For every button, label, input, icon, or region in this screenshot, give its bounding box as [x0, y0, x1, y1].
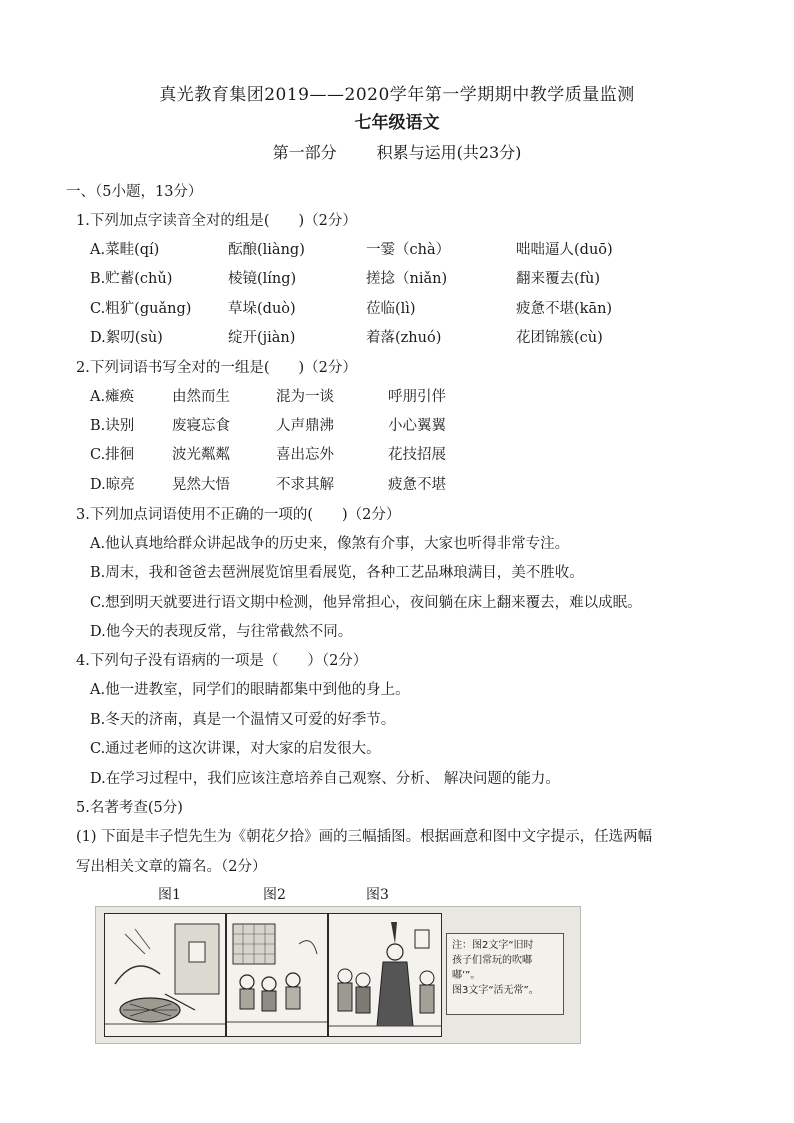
q1-option-item: 咄咄逼人(duō): [516, 242, 613, 258]
q2-option-item: 波光粼粼: [172, 447, 230, 463]
q4-option: C.通过老师的这次讲课，对大家的启发很大。: [90, 741, 381, 757]
question-5-stem: 5.名著考查(5分): [76, 800, 183, 816]
q1-option-item: D.絮叨(sù): [90, 330, 163, 346]
q2-option-item: A.瘫痪: [90, 389, 135, 405]
figure-caption-2: 图2: [263, 887, 286, 903]
q4-option: B.冬天的济南，真是一个温情又可爱的好季节。: [90, 712, 396, 728]
q2-option-item: 不求其解: [276, 477, 334, 493]
part-heading: [0, 140, 794, 163]
illustration-panel-2: [226, 913, 328, 1037]
q2-option-item: 由然而生: [172, 389, 230, 405]
q2-option-item: 混为一谈: [276, 389, 334, 405]
q1-option-item: 棱镜(líng): [228, 271, 297, 287]
section-heading: 一、（5小题，13分）: [66, 184, 203, 200]
q3-option: C.想到明天就要进行语文期中检测，他异常担心，夜间躺在床上翻来覆去，难以成眠。: [90, 595, 642, 611]
q1-option-item: 翻来覆去(fù): [516, 271, 601, 287]
q1-option-item: A.菜畦(qí): [90, 242, 160, 258]
panel-2-drawing: [227, 914, 327, 1036]
question-2-stem: 2.下列词语书写全对的一组是( )（2分）: [76, 360, 357, 376]
illustration-panel-1: [104, 913, 226, 1037]
panel-1-drawing: [105, 914, 225, 1036]
note-line: 注：图2文字“旧时: [452, 940, 534, 951]
q1-option-item: 花团锦簇(cù): [516, 330, 603, 346]
note-line: 图3文字“活无常”。: [452, 985, 539, 996]
q3-option: B.周末，我和爸爸去琶洲展览馆里看展览，各种工艺品琳琅满目，美不胜收。: [90, 565, 584, 581]
q2-option-item: 花技招展: [388, 447, 446, 463]
q2-option-item: 疲惫不堪: [388, 477, 446, 493]
q1-option-item: 绽开(jiàn): [228, 330, 296, 346]
illustration-strip: [95, 906, 581, 1044]
q4-option: D.在学习过程中，我们应该注意培养自己观察、分析、 解决问题的能力。: [90, 771, 560, 787]
q4-option: A.他一进教室，同学们的眼睛都集中到他的身上。: [90, 682, 410, 698]
q2-option-item: 小心翼翼: [388, 418, 446, 434]
panel-3-drawing: [329, 914, 441, 1036]
note-line: 嘟’”。: [452, 970, 481, 981]
q1-option-item: C.粗犷(guǎng): [90, 301, 192, 317]
q1-option-item: 草垛(duò): [228, 301, 296, 317]
q1-option-item: 着落(zhuó): [366, 330, 442, 346]
q3-option: A.他认真地给群众讲起战争的历史来，像煞有介事，大家也听得非常专注。: [90, 536, 570, 552]
q2-option-item: 晃然大悟: [172, 477, 230, 493]
figure-caption-1: 图1: [158, 887, 181, 903]
q2-option-item: 喜出忘外: [276, 447, 334, 463]
question-1-stem: 1.下列加点字读音全对的组是( )（2分）: [76, 213, 357, 229]
q3-option: D.他今天的表现反常，与往常截然不同。: [90, 624, 353, 640]
q1-option-item: 搓捻（niǎn): [366, 271, 448, 287]
exam-subtitle: 七年级语文: [354, 113, 440, 133]
q2-option-item: 废寝忘食: [172, 418, 230, 434]
question-3-stem: 3.下列加点词语使用不正确的一项的( )（2分）: [76, 507, 401, 523]
illustration-panel-3: [328, 913, 442, 1037]
figure-note: [446, 933, 564, 1015]
question-4-stem: 4.下列句子没有语病的一项是（ ）（2分）: [76, 653, 368, 669]
q2-option-item: D.晾亮: [90, 477, 135, 493]
q1-option-item: 疲惫不堪(kān): [516, 301, 613, 317]
figure-caption-3: 图3: [366, 887, 389, 903]
exam-title: 真光教育集团2019——2020学年第一学期期中教学质量监测: [159, 85, 635, 105]
q2-option-item: B.诀别: [90, 418, 135, 434]
part-right: 积累与运用(共23分): [376, 143, 522, 162]
q1-option-item: 酝酿(liàng): [228, 242, 305, 258]
note-line: 孩子们常玩的吹嘟: [452, 955, 532, 966]
q1-option-item: 一霎（chà）: [366, 242, 451, 258]
q2-option-item: 呼朋引伴: [388, 389, 446, 405]
q2-option-item: 人声鼎沸: [276, 418, 334, 434]
q2-option-item: C.排徊: [90, 447, 135, 463]
q5-sub1-text: (1) 下面是丰子恺先生为《朝花夕拾》画的三幅插图。根据画意和图中文字提示，任选两幅: [76, 829, 653, 845]
q1-option-item: B.贮蓄(chǔ): [90, 271, 173, 287]
q1-option-item: 莅临(lì): [366, 301, 416, 317]
part-left: 第一部分: [272, 143, 337, 162]
q5-sub1-text-cont: 写出相关文章的篇名。（2分）: [76, 859, 267, 875]
